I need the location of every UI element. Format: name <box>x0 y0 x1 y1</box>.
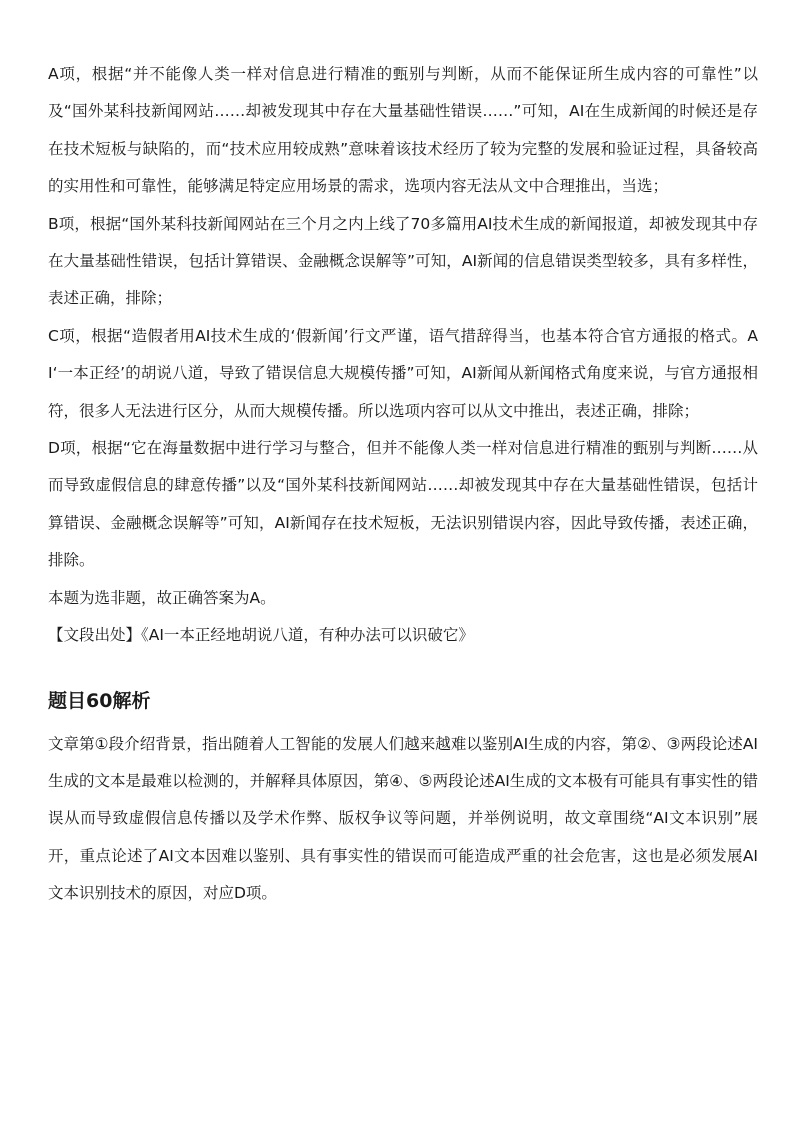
answer-conclusion: 本题为选非题，故正确答案为A。 <box>48 588 276 607</box>
question-60-analysis: 文章第①段介绍背景，指出随着人工智能的发展人们越来越难以鉴别AI生成的内容，第②、③两段论述AI生成的文本是最难以检测的，并解释具体原因，第④、⑤两段论述AI生成的文本极有可能具有事实性的错误从而导致虚假信息传播以及学术作弊、版权争议等问题，并举例说明，故文章围绕“AI文本识别”展开，重点论述了AI文本因难以鉴别、具有事实性的错误而可能造成严重的社会危害，这也是必须发展AI文本识别技术的原因，对应D项。 <box>48 734 758 903</box>
question-60-heading: 题目60解析 <box>48 689 151 712</box>
analysis-option-c: C项，根据“造假者用AI技术生成的‘假新闻’行文严谨，语气措辞得当，也基本符合官方通报的格式。AI‘一本正经’的胡说八道，导致了错误信息大规模传播”可知，AI新闻从新闻格式角度来说，与官方通报相符，很多人无法进行区分，从而大规模传播。所以选项内容可以从文中推出，表述正确，排除； <box>48 326 758 420</box>
analysis-option-a: A项，根据“并不能像人类一样对信息进行精准的甄别与判断，从而不能保证所生成内容的可靠性”以及“国外某科技新闻网站……却被发现其中存在大量基础性错误……”可知，AI在生成新闻的时候还是存在技术短板与缺陷的，而“技术应用较成熟”意味着该技术经历了较为完整的发展和验证过程，具备较高的实用性和可靠性，能够满足特定应用场景的需求，选项内容无法从文中合理推出，当选； <box>48 65 758 196</box>
source-citation: 【文段出处】《AI一本正经地胡说八道，有种办法可以识破它》 <box>48 626 474 645</box>
analysis-option-d: D项，根据“它在海量数据中进行学习与整合，但并不能像人类一样对信息进行精准的甄别与判断……从而导致虚假信息的肆意传播”以及“国外某科技新闻网站……却被发现其中存在大量基础性错误，包括计算错误、金融概念误解等”可知，AI新闻存在技术短板，无法识别错误内容，因此导致传播，表述正确，排除。 <box>48 439 758 570</box>
document-page <box>48 56 758 913</box>
analysis-option-b: B项，根据“国外某科技新闻网站在三个月之内上线了70多篇用AI技术生成的新闻报道，却被发现其中存在大量基础性错误，包括计算错误、金融概念误解等”可知，AI新闻的信息错误类型较多，具有多样性，表述正确，排除； <box>48 214 758 308</box>
